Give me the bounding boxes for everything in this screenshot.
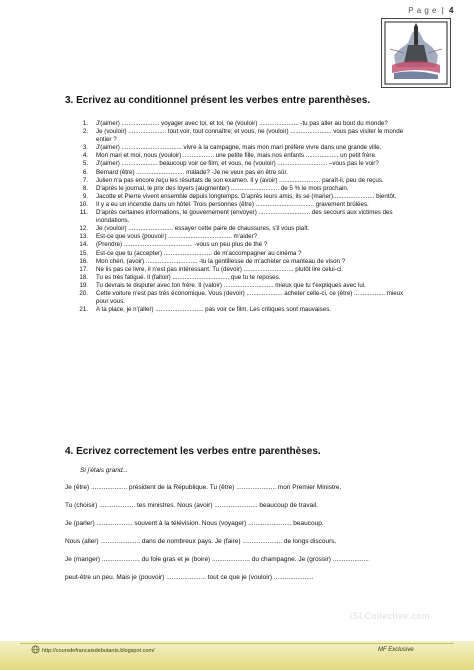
- exercise-item: [74, 169, 414, 177]
- item-number: 20.: [79, 289, 88, 297]
- item-text: Tu es très fatigué. Il (falloir) ................................. que tu te reposes.: [96, 273, 281, 281]
- item-text: Bernard (être) ............................ malade? -Je ne veux pas en être sûr.: [96, 168, 288, 176]
- item-number: 21.: [79, 306, 88, 314]
- logo-image: [381, 18, 451, 88]
- item-number: 13.: [79, 233, 88, 241]
- exercise-item: [74, 258, 414, 266]
- item-text: D'après le journal, le prix des loyers (augmenter) ............................ de 5 % le mois prochain.: [96, 184, 349, 192]
- footer-author: MF Exclusive: [378, 647, 414, 653]
- item-text: Mon chéri, (avoir) .............................. -tu la gentillesse de m'acheter ce manteau de vison ?: [96, 257, 346, 265]
- footer-divider: [20, 643, 454, 644]
- item-text: J'(aimer) ...................... voyager avec toi, et toi, ne (vouloir) ....................... -tu pas aller au bout du monde?: [96, 120, 388, 127]
- item-text: Ne lis pas ce livre, il n'est pas intéressant. Tu (devoir) ............................. plutôt lire celui-ci.: [96, 265, 344, 273]
- exercise-item: [74, 152, 414, 160]
- exercise-item: [74, 233, 414, 241]
- item-number: 9.: [82, 192, 88, 200]
- item-text: Tu devrais te disputer avec ton frère. Il (valoir) ............................. mieux que tu t'expliques avec lui.: [96, 281, 366, 289]
- exercise-item: [74, 185, 414, 193]
- story-line: Je (être) .................... président de la République. Tu (être) ...................... mon Premier Ministre.: [65, 484, 342, 491]
- item-number: 10.: [79, 200, 88, 208]
- item-number: 19.: [79, 281, 88, 289]
- exercise-item: [74, 144, 414, 152]
- exercise-item: [74, 250, 414, 258]
- item-text: J'(aimer) ................................... vivre à la campagne, mais mon mari préfère vivre dans une grande ville.: [96, 144, 382, 152]
- exercise-item: [74, 160, 414, 168]
- item-text: Est-ce que vous (pouvoir) ..................................... m'aider?: [96, 233, 258, 241]
- item-text: Mon mari et moi, nous (vouloir) .................. une petite fille, mais nos enfants ................... un petit frère.: [96, 152, 377, 160]
- exercise-item: [74, 193, 414, 201]
- globe-icon: [31, 645, 40, 654]
- item-text: Est-ce que tu (accepter) ............................ de m'accompagner au cinéma ?: [96, 249, 302, 257]
- item-text: D'après certaines informations, le gouvernement (envoyer) .............................. des secours aux victimes des inondations.: [96, 209, 393, 225]
- item-number: 15.: [79, 249, 88, 257]
- story-line: Je (manger) ..................... du foie gras et je (boire) ..................... du champagne. Je (grossir) ....................: [65, 556, 369, 563]
- exercise-3-title: 3. Ecrivez au conditionnel présent les verbes entre parenthèses.: [65, 95, 371, 106]
- exercise-item: [74, 120, 414, 128]
- exercise-item: [74, 209, 414, 225]
- exercise-item: [74, 177, 414, 185]
- story-line: peut-être un peu. Mais je (pouvoir) ...................... tout ce que je (vouloir) ......................: [65, 574, 314, 581]
- item-number: 7.: [82, 176, 88, 184]
- exercise-item: [74, 266, 414, 274]
- item-text: Julien n'a pas encore reçu les résultats de son examen. Il y (avoir) ........................ paraît-il, peu de reçus.: [96, 176, 384, 184]
- item-text: (Prendre) ........................................ -vous un peu plus de thé ?: [96, 241, 268, 249]
- exercise-3-list: [74, 120, 414, 314]
- footer-link[interactable]: http://coursdefrancaisdebutants.blogspot.com/: [42, 648, 155, 654]
- story-line: Tu (choisir) .................... tes ministres. Nous (avoir) ........................ beaucoup de travail.: [65, 502, 318, 509]
- item-number: 3.: [82, 144, 88, 152]
- item-text: J'(aimer) ..................... beaucoup voir ce film, et vous, ne (vouloir) ............................. –vous pas le voir?: [96, 160, 379, 168]
- item-text: Il y a eu un incendie dans un hôtel. Trois personnes (être) .................................. gravement brûlées.: [96, 200, 369, 208]
- footer-bar: [0, 641, 474, 670]
- item-number: 8.: [82, 184, 88, 192]
- exercise-item: [74, 274, 414, 282]
- item-number: 6.: [82, 168, 88, 176]
- page-number: P a g e | 4: [408, 6, 454, 15]
- exercise-4-title: 4. Ecrivez correctement les verbes entre parenthèses.: [65, 446, 321, 457]
- item-number: 17.: [79, 265, 88, 273]
- item-number: 4.: [82, 152, 88, 160]
- item-text: Je (vouloir) .......................... essayer cette paire de chaussures, s'il vous plaît.: [96, 225, 310, 233]
- exercise-item: [74, 201, 414, 209]
- watermark-text: iSLCollective.com: [350, 611, 431, 621]
- item-text: Je (vouloir) ...................... tout voir, tout connaître; et vous, ne (vouloir) ........................ vous pas visiter le monde entier ?: [96, 128, 404, 144]
- story-line: Je (parler) .................... souvent à la télévision. Nous (voyager) ........................ beaucoup.: [65, 520, 324, 527]
- item-number: 14.: [79, 241, 88, 249]
- item-number: 16.: [79, 257, 88, 265]
- exercise-item: [74, 225, 414, 233]
- item-number: 11.: [79, 209, 88, 217]
- item-number: 5.: [82, 160, 88, 168]
- exercise-item: [74, 290, 414, 306]
- exercise-item: [74, 306, 414, 314]
- item-text: Jacotte et Pierre vivent ensemble depuis longtemps. D'après leurs amis, ils se (marier)........................ bientôt.: [96, 192, 397, 200]
- exercise-item: [74, 282, 414, 290]
- item-number: 2.: [82, 128, 88, 136]
- exercise-4-subtitle: Si j'étais grand...: [80, 467, 128, 474]
- item-text: A ta place, je n'(aller) ............................ pas voir ce film. Les critiques sont mauvaises.: [96, 306, 332, 314]
- exercise-item: [74, 128, 414, 144]
- item-text: Cette voiture n'est pas très économique. Vous (devoir) ..................... acheter celle-ci, ce (être) .................. mieux pour vous.: [96, 289, 404, 306]
- exercise-item: [74, 241, 414, 249]
- item-number: 12.: [79, 225, 88, 233]
- item-number: 18.: [79, 273, 88, 281]
- story-line: Nous (aller) ...................... dans de nombreux pays. Je (faire) ...................... de longs discours.: [65, 538, 337, 545]
- item-number: 1.: [82, 120, 88, 127]
